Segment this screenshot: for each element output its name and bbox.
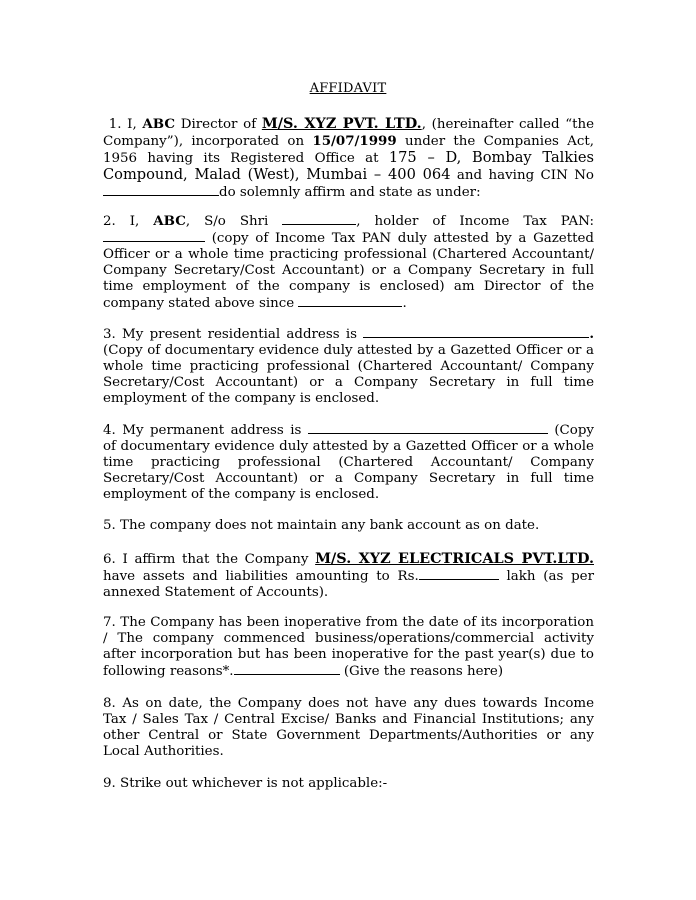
- p1-text-1: Director of: [180, 117, 257, 132]
- p4-text-1: 4. My permanent address is: [103, 423, 302, 438]
- p1-text-4: and having CIN No: [456, 168, 594, 183]
- paragraph-1: [103, 116, 594, 201]
- p1-text-5: do solemnly affirm and state as under:: [219, 185, 481, 200]
- p3-text-1: 3. My present residential address is: [103, 327, 358, 342]
- p9-text-1: 9. Strike out whichever is not applicable:-: [103, 776, 388, 791]
- p1-number: 1. I,: [108, 117, 137, 132]
- paragraph-8: [103, 696, 594, 760]
- company-name-electricals: M/S. XYZ ELECTRICALS PVT.LTD.: [315, 550, 594, 567]
- p6-text-1: 6. I affirm that the Company: [103, 552, 309, 567]
- p2-deponent-name: ABC: [153, 213, 186, 229]
- p8-text-1: 8. As on date, the Company does not have any dues towards Income Tax / Sales Tax / Central Excise/ Banks and Financial Institutions; any other Central or State Government Departments/Authorities or any Local Authorities.: [103, 696, 594, 759]
- paragraph-4: [103, 422, 594, 503]
- paragraph-6: [103, 551, 594, 601]
- p2-number: 2. I,: [103, 214, 140, 229]
- p2-text-1: , S/o Shri: [185, 214, 269, 229]
- p3-text-2: (Copy of documentary evidence duly attested by a Gazetted Officer or a whole time practicing professional (Chartered Accountant/ Company Secretary/Cost Accountant) or a Company Secretary in full time employment of the company is enclosed.: [103, 343, 594, 406]
- p2-text-2: , holder of Income Tax PAN:: [356, 214, 594, 229]
- amount-blank: [419, 568, 499, 580]
- paragraph-5: [103, 518, 594, 534]
- company-name: M/S. XYZ PVT. LTD.: [261, 115, 422, 132]
- cin-blank: [103, 184, 219, 196]
- p2-text-3: (copy of Income Tax PAN duly attested by a Gazetted Officer or a whole time practicing professional (Chartered Accountant/ Company Secretary/Cost Accountant) or a Company Secretary in full time employment of the company is enclosed) am Director of the company stated above since: [103, 231, 594, 311]
- registered-office-address: 175 – D, Bombay Talkies Compound, Malad (West), Mumbai – 400 064: [103, 149, 594, 183]
- p1-text-2: , (hereinafter called “the Company”), incorporated on: [103, 117, 595, 149]
- p6-text-3: lakh (as per annexed Statement of Accounts).: [103, 569, 594, 600]
- paragraph-7: [103, 615, 594, 680]
- p1-text-3: under the Companies Act, 1956 having its Registered Office at: [103, 134, 594, 166]
- paragraph-2: [103, 213, 594, 312]
- permanent-address-blank: [308, 422, 548, 434]
- reasons-blank: [234, 663, 340, 675]
- deponent-name: ABC: [142, 116, 176, 132]
- residential-address-blank: [363, 326, 589, 338]
- document-title: AFFIDAVIT: [309, 81, 387, 96]
- p7-text-2: (Give the reasons here): [343, 664, 504, 679]
- paragraph-9: [103, 776, 594, 792]
- incorporation-date: 15/07/1999: [312, 133, 397, 149]
- p7-text-1: 7. The Company has been inoperative from the date of its incorporation / The company commenced business/operations/commercial activity after incorporation but has been inoperative for the past year(s) due to following reasons*.: [103, 615, 594, 679]
- pan-blank: [103, 230, 205, 242]
- p2-text-4: .: [402, 296, 407, 311]
- p4-text-2: (Copy of documentary evidence duly attested by a Gazetted Officer or a whole time practicing professional (Chartered Accountant/ Company Secretary/Cost Accountant) or a Company Secretary in full time employment of the company is enclosed.: [103, 423, 594, 502]
- director-since-blank: [298, 295, 402, 307]
- paragraph-3: [103, 326, 594, 407]
- p5-text-1: 5. The company does not maintain any bank account as on date.: [103, 518, 540, 533]
- father-name-blank: [282, 213, 356, 225]
- p6-text-2: have assets and liabilities amounting to Rs.: [103, 569, 419, 584]
- p3-dot: .: [589, 326, 594, 342]
